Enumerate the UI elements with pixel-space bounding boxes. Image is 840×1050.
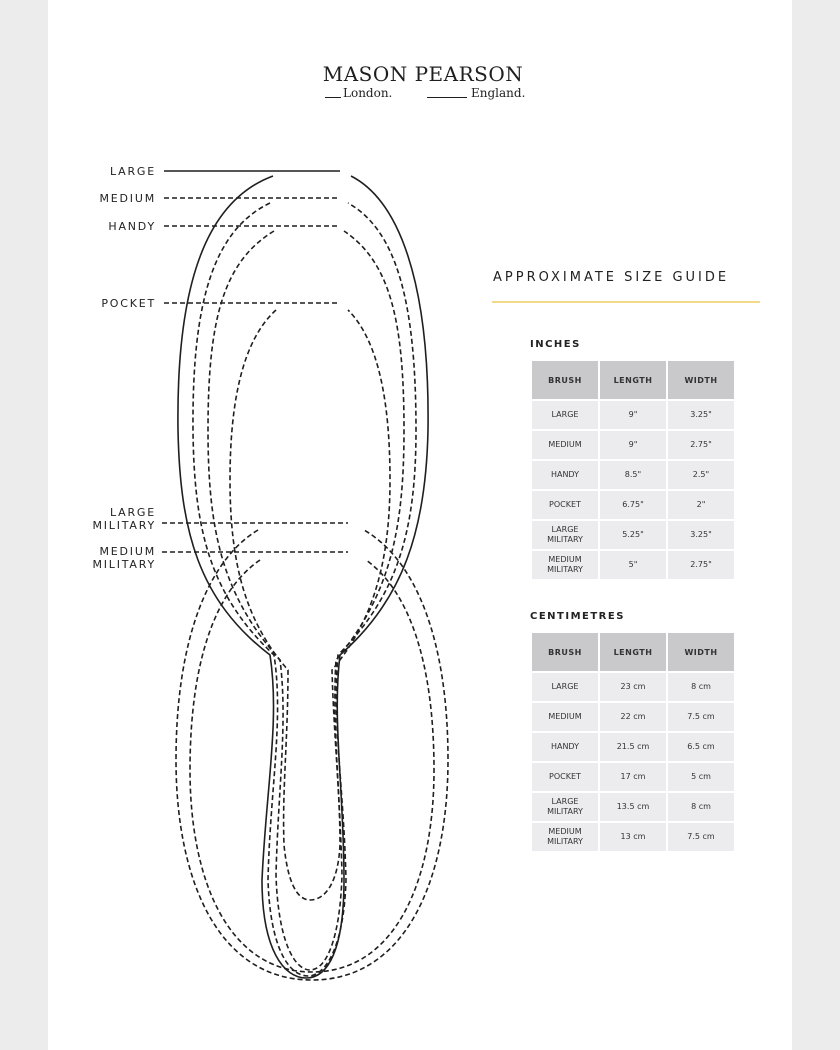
cell-width: 5 cm <box>668 763 734 791</box>
cell-length: 9" <box>600 401 666 429</box>
label-large: LARGE <box>109 165 156 178</box>
cell-brush <box>532 793 598 821</box>
title-underline <box>492 301 760 303</box>
table-row <box>532 521 734 549</box>
table-header-row <box>532 361 734 399</box>
cell-length: 13.5 cm <box>600 793 666 821</box>
cell-length: 8.5" <box>600 461 666 489</box>
header-brush: BRUSH <box>532 361 598 399</box>
brand-country: England. <box>471 86 526 100</box>
cell-brush-line2: MILITARY <box>547 565 583 574</box>
cell-length: 13 cm <box>600 823 666 851</box>
cell-brush <box>532 823 598 851</box>
table-row <box>532 823 734 851</box>
cell-width: 8 cm <box>668 793 734 821</box>
brand-name: MASON PEARSON <box>322 62 524 86</box>
label-medium-military-line2: MILITARY <box>92 558 156 571</box>
label-medium-military-line1: MEDIUM <box>99 545 156 558</box>
label-handy: HANDY <box>108 220 156 233</box>
cell-brush <box>532 551 598 579</box>
table-row <box>532 491 734 519</box>
table-row <box>532 793 734 821</box>
table-row <box>532 733 734 761</box>
cell-brush: POCKET <box>532 763 598 791</box>
cell-brush-line1: MEDIUM <box>548 827 582 836</box>
cell-length: 5" <box>600 551 666 579</box>
table-row <box>532 763 734 791</box>
cell-brush: POCKET <box>532 491 598 519</box>
label-large-military-line2: MILITARY <box>92 519 156 532</box>
cell-width: 8 cm <box>668 673 734 701</box>
label-medium: MEDIUM <box>99 192 156 205</box>
outline-medium <box>193 203 416 976</box>
table-row <box>532 431 734 459</box>
cell-length: 22 cm <box>600 703 666 731</box>
table-row <box>532 673 734 701</box>
cell-brush-line2: MILITARY <box>547 837 583 846</box>
cell-length: 21.5 cm <box>600 733 666 761</box>
cell-width: 6.5 cm <box>668 733 734 761</box>
cell-length: 6.75" <box>600 491 666 519</box>
outline-medium-military <box>190 560 434 972</box>
label-large-military-line1: LARGE <box>109 506 156 519</box>
cell-width: 2.75" <box>668 551 734 579</box>
header-width: WIDTH <box>668 633 734 671</box>
cell-brush-line1: MEDIUM <box>548 555 582 564</box>
cell-width: 7.5 cm <box>668 823 734 851</box>
table-row <box>532 703 734 731</box>
inches-title: INCHES <box>530 339 581 350</box>
cell-width: 3.25" <box>668 521 734 549</box>
header-width: WIDTH <box>668 361 734 399</box>
centimetres-table <box>530 631 736 853</box>
centimetres-title: CENTIMETRES <box>530 611 625 622</box>
outline-handy <box>208 231 404 970</box>
cell-brush-line1: LARGE <box>551 797 579 806</box>
header-brush: BRUSH <box>532 633 598 671</box>
cell-brush <box>532 521 598 549</box>
header-length: LENGTH <box>600 633 666 671</box>
cell-width: 2.75" <box>668 431 734 459</box>
cell-brush: HANDY <box>532 461 598 489</box>
cell-width: 7.5 cm <box>668 703 734 731</box>
cell-brush-line2: MILITARY <box>547 807 583 816</box>
outline-pocket <box>230 310 390 900</box>
header-length: LENGTH <box>600 361 666 399</box>
cell-brush: MEDIUM <box>532 431 598 459</box>
cell-brush: MEDIUM <box>532 703 598 731</box>
cell-length: 9" <box>600 431 666 459</box>
brand-city: London. <box>343 86 393 100</box>
cell-length: 17 cm <box>600 763 666 791</box>
cell-length: 23 cm <box>600 673 666 701</box>
cell-brush-line1: LARGE <box>551 525 579 534</box>
inches-table <box>530 359 736 581</box>
cell-length: 5.25" <box>600 521 666 549</box>
table-header-row <box>532 633 734 671</box>
cell-brush: LARGE <box>532 401 598 429</box>
cell-brush-line2: MILITARY <box>547 535 583 544</box>
table-row <box>532 461 734 489</box>
cell-width: 2.5" <box>668 461 734 489</box>
table-row <box>532 401 734 429</box>
label-pocket: POCKET <box>101 297 156 310</box>
cell-brush: LARGE <box>532 673 598 701</box>
size-guide-title: APPROXIMATE SIZE GUIDE <box>493 270 730 285</box>
brush-outline-diagram <box>48 0 488 1050</box>
cell-brush: HANDY <box>532 733 598 761</box>
size-guide-sheet <box>48 0 792 1050</box>
cell-width: 3.25" <box>668 401 734 429</box>
cell-width: 2" <box>668 491 734 519</box>
table-row <box>532 551 734 579</box>
